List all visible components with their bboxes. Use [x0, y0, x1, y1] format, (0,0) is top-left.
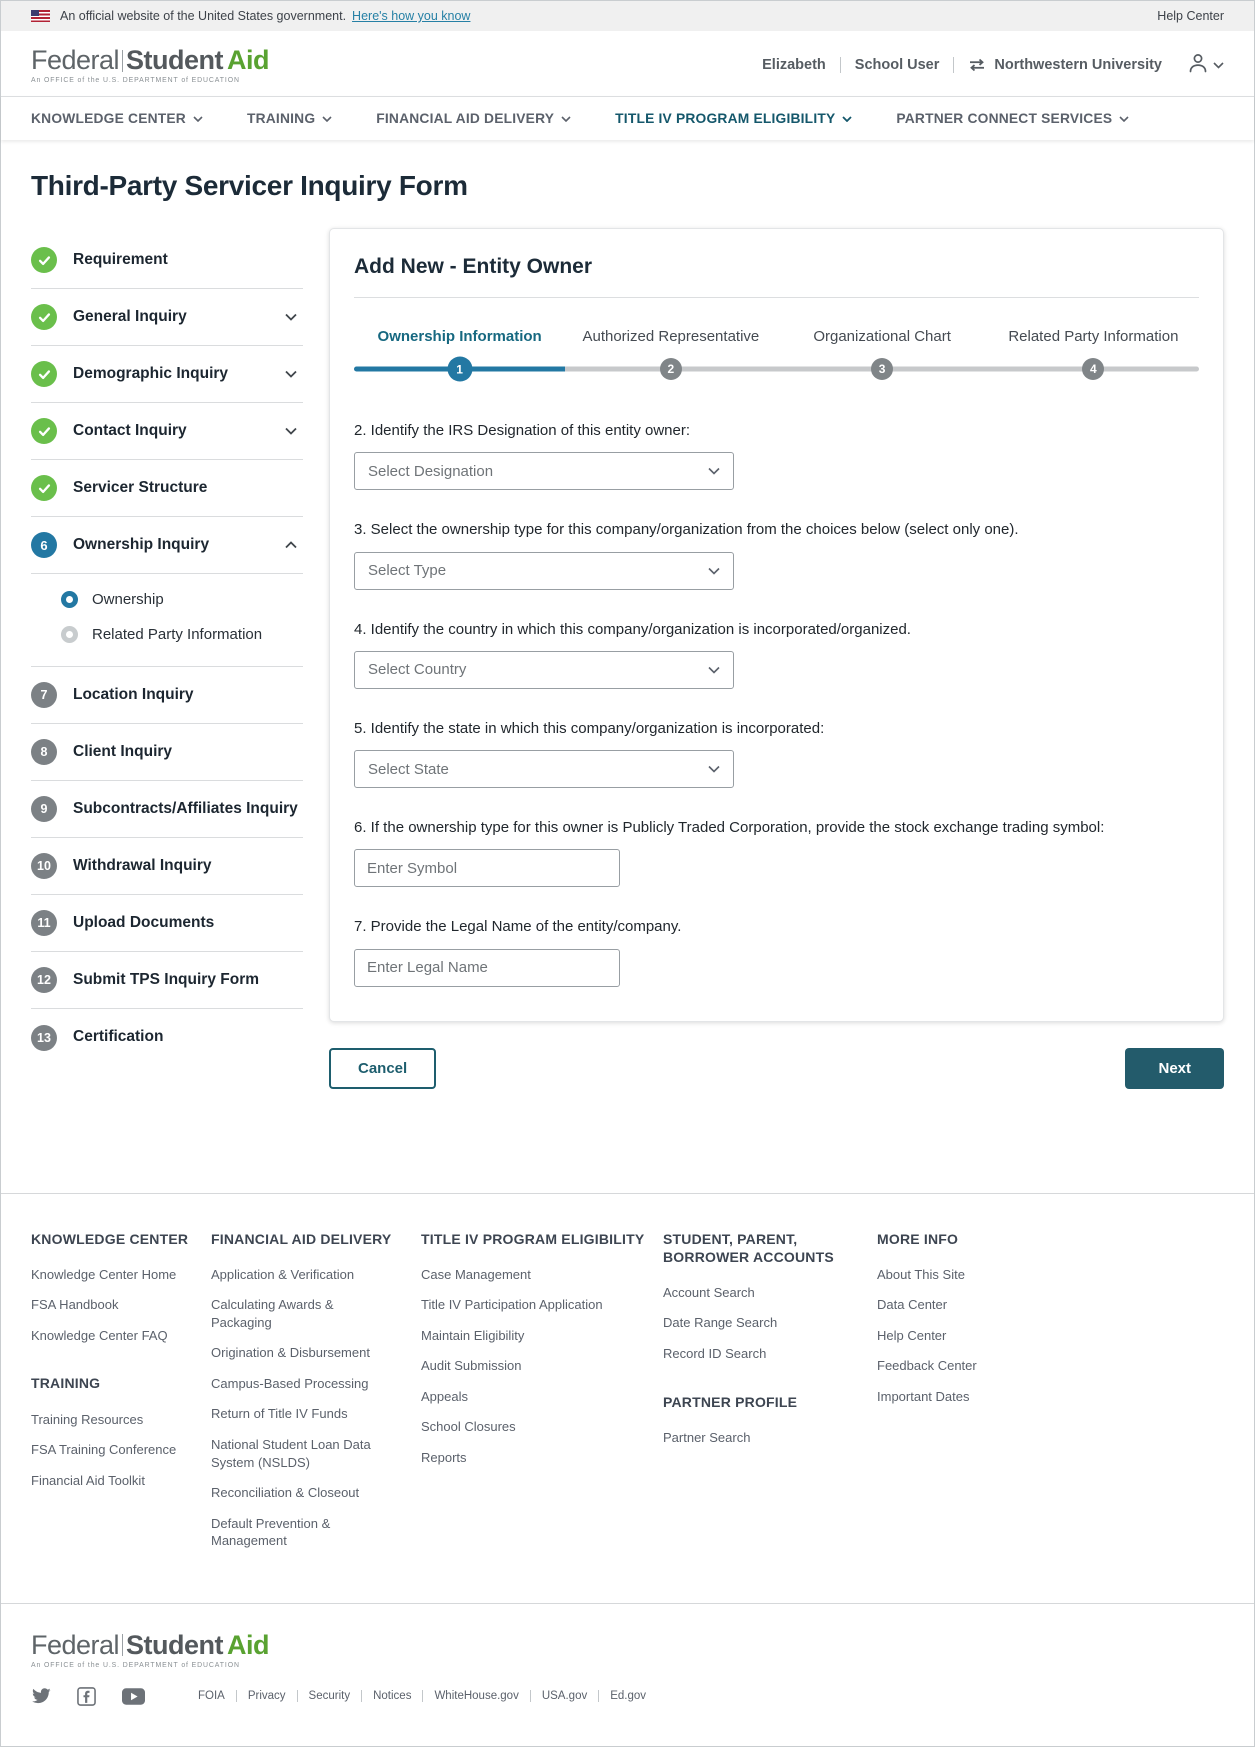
- step-related-party-information[interactable]: [988, 328, 1199, 381]
- sidebar-item-subcontracts-affiliates-inquiry[interactable]: [31, 781, 303, 838]
- footer-link[interactable]: Data Center: [877, 1297, 948, 1313]
- site-footer: [1, 1193, 1254, 1603]
- sidebar-item-general-inquiry[interactable]: [31, 289, 303, 346]
- footer-link[interactable]: Default Prevention & Management: [211, 1515, 331, 1549]
- step-label: Authorized Representative: [582, 328, 760, 345]
- step-ownership-information[interactable]: [354, 328, 565, 381]
- footer-link[interactable]: Campus-Based Processing: [211, 1375, 369, 1391]
- swap-icon: [968, 58, 986, 72]
- step-authorized-representative[interactable]: [565, 328, 776, 381]
- footer-col-financial-aid-delivery: [211, 1230, 421, 1563]
- logo-federal: Federal: [31, 45, 120, 75]
- sidebar-item-submit-tps-inquiry-form[interactable]: [31, 952, 303, 1009]
- footer-link[interactable]: Help Center: [877, 1327, 947, 1343]
- sidebar-item-withdrawal-inquiry[interactable]: [31, 838, 303, 895]
- next-button[interactable]: Next: [1125, 1048, 1224, 1089]
- user-name: Elizabeth: [762, 56, 826, 73]
- question-label: 5. Identify the state in which this company/organization is incorporated:: [354, 719, 825, 737]
- step-number-badge: 13: [31, 1025, 57, 1051]
- subitem-related-party-information[interactable]: [31, 617, 303, 652]
- logo-divider: [122, 1634, 123, 1656]
- footer-link[interactable]: Origination & Disbursement: [211, 1345, 370, 1361]
- sidebar-item-demographic-inquiry[interactable]: [31, 346, 303, 403]
- logo-aid: Aid: [227, 1629, 270, 1660]
- step-dot: 1: [447, 357, 472, 382]
- question-label: 7. Provide the Legal Name of the entity/company.: [354, 918, 682, 936]
- card-title: Add New - Entity Owner: [354, 255, 593, 278]
- header: [1, 31, 1254, 96]
- chevron-down-icon: [708, 467, 720, 475]
- check-icon: [31, 361, 57, 387]
- chevron-down-icon: [842, 116, 852, 122]
- footer-link[interactable]: Application & Verification: [211, 1266, 355, 1282]
- step-dot: 2: [660, 358, 682, 380]
- footer-col-more-info: [877, 1230, 1224, 1563]
- chevron-down-icon: [1119, 116, 1129, 122]
- footer-link[interactable]: Audit Submission: [421, 1358, 522, 1374]
- chevron-down-icon: [708, 765, 720, 773]
- nav-title-iv-program-eligibility[interactable]: [615, 111, 852, 126]
- nav-label: KNOWLEDGE CENTER: [31, 111, 186, 126]
- fsa-logo[interactable]: [31, 45, 269, 84]
- chevron-down-icon: [285, 422, 297, 440]
- nav-financial-aid-delivery[interactable]: [376, 111, 571, 126]
- footer-link[interactable]: About This Site: [877, 1266, 965, 1282]
- subitem-label: Ownership: [92, 591, 164, 608]
- footer-link[interactable]: Important Dates: [877, 1388, 970, 1404]
- nav-knowledge-center[interactable]: [31, 111, 203, 126]
- step-label: Organizational Chart: [813, 328, 951, 345]
- footer-link[interactable]: Account Search: [663, 1284, 755, 1300]
- radio-selected-icon: [61, 591, 78, 608]
- sidebar-item-label: Demographic Inquiry: [73, 364, 229, 382]
- footer-col-knowledge-center: [31, 1230, 211, 1563]
- footer-link[interactable]: Training Resources: [31, 1411, 144, 1427]
- logo-aid: Aid: [227, 45, 270, 75]
- bottom-link[interactable]: USA.gov: [530, 1690, 598, 1702]
- legal-links: [187, 1690, 657, 1702]
- sidebar-item-label: Ownership Inquiry: [73, 535, 210, 553]
- footer-heading: STUDENT, PARENT, BORROWER ACCOUNTS: [663, 1230, 834, 1265]
- subitem-label: Related Party Information: [92, 626, 263, 643]
- page-title: Third-Party Servicer Inquiry Form: [31, 170, 468, 201]
- gov-banner: [1, 1, 1254, 31]
- check-icon: [31, 475, 57, 501]
- state-select[interactable]: [354, 750, 734, 788]
- nav-label: TRAINING: [246, 111, 316, 126]
- logo-federal: Federal: [31, 1629, 120, 1660]
- bottom-link[interactable]: FOIA: [198, 1690, 225, 1703]
- chevron-down-icon: [561, 116, 571, 122]
- footer-heading: PARTNER PROFILE: [663, 1393, 798, 1410]
- step-number-badge: 9: [31, 796, 57, 822]
- sidebar-item-label: Location Inquiry: [73, 685, 194, 703]
- fsa-logo-footer: [31, 1630, 1224, 1669]
- select-placeholder: Select State: [368, 760, 449, 778]
- chevron-down-icon: [193, 116, 203, 122]
- footer-link[interactable]: Knowledge Center FAQ: [31, 1327, 168, 1343]
- footer-heading: TITLE IV PROGRAM ELIGIBILITY: [421, 1230, 645, 1247]
- footer-link[interactable]: FSA Handbook: [31, 1297, 119, 1313]
- step-number-badge: 8: [31, 739, 57, 765]
- footer-col-student-accounts: [663, 1230, 877, 1563]
- step-label: Ownership Information: [377, 328, 542, 345]
- irs-designation-select[interactable]: [354, 452, 734, 490]
- sidebar-item-ownership-inquiry[interactable]: [31, 517, 303, 574]
- sidebar-item-label: Requirement: [73, 250, 168, 268]
- sidebar-item-servicer-structure[interactable]: [31, 460, 303, 517]
- sidebar-item-label: Client Inquiry: [73, 742, 173, 760]
- sidebar-item-label: Servicer Structure: [73, 478, 208, 496]
- nav-label: PARTNER CONNECT SERVICES: [896, 111, 1113, 126]
- bottom-bar: [1, 1603, 1254, 1746]
- footer-heading: KNOWLEDGE CENTER: [31, 1230, 189, 1247]
- org-name: Northwestern University: [994, 56, 1162, 73]
- logo-tagline: An OFFICE of the U.S. DEPARTMENT of EDUCATION: [31, 77, 240, 84]
- step-organizational-chart[interactable]: [777, 328, 988, 381]
- footer-link[interactable]: Return of Title IV Funds: [211, 1406, 348, 1422]
- footer-col-title-iv: [421, 1230, 663, 1563]
- step-dot: 4: [1082, 358, 1104, 380]
- sidebar-item-contact-inquiry[interactable]: [31, 403, 303, 460]
- nav-training[interactable]: [247, 111, 332, 126]
- legal-name-input[interactable]: [354, 949, 620, 987]
- primary-nav: [1, 96, 1254, 140]
- select-placeholder: Select Designation: [368, 462, 494, 480]
- step-number-badge: 10: [31, 853, 57, 879]
- card-divider: [354, 297, 1199, 298]
- account-chevron-down-icon: [1213, 57, 1224, 73]
- cancel-button[interactable]: Cancel: [329, 1048, 436, 1089]
- step-number-badge: 6: [31, 532, 57, 558]
- sidebar-item-label: Upload Documents: [73, 913, 215, 931]
- nav-label: TITLE IV PROGRAM ELIGIBILITY: [615, 111, 836, 126]
- footer-link[interactable]: Partner Search: [663, 1429, 751, 1445]
- footer-link[interactable]: Calculating Awards & Packaging: [211, 1297, 334, 1330]
- footer-heading: MORE INFO: [877, 1230, 959, 1247]
- select-placeholder: Select Country: [368, 661, 467, 679]
- logo-student: Student: [126, 1629, 224, 1660]
- ownership-type-select[interactable]: [354, 552, 734, 590]
- footer-link[interactable]: Knowledge Center Home: [31, 1266, 177, 1282]
- user-role: School User: [840, 57, 954, 73]
- chevron-up-icon: [285, 536, 297, 554]
- footer-link[interactable]: Reports: [421, 1449, 467, 1465]
- chevron-down-icon: [285, 308, 297, 326]
- how-you-know-link[interactable]: Here's how you know: [352, 9, 471, 23]
- logo-divider: [122, 50, 123, 72]
- sidebar-item-label: General Inquiry: [73, 307, 187, 325]
- step-label: Related Party Information: [1008, 328, 1179, 345]
- question-label: 2. Identify the IRS Designation of this entity owner:: [354, 422, 691, 439]
- footer-link[interactable]: Case Management: [421, 1266, 531, 1282]
- nav-partner-connect-services[interactable]: [896, 111, 1129, 126]
- bottom-link[interactable]: Ed.gov: [598, 1690, 657, 1702]
- sidebar-item-upload-documents[interactable]: [31, 895, 303, 952]
- sidebar-item-label: Contact Inquiry: [73, 421, 187, 439]
- account-menu[interactable]: [1186, 51, 1224, 79]
- footer-link[interactable]: School Closures: [421, 1419, 516, 1435]
- footer-link[interactable]: Date Range Search: [663, 1315, 778, 1331]
- person-icon: [1186, 51, 1210, 79]
- footer-link[interactable]: Record ID Search: [663, 1345, 767, 1361]
- chevron-down-icon: [322, 116, 332, 122]
- bottom-link[interactable]: Security: [297, 1690, 362, 1702]
- check-icon: [31, 247, 57, 273]
- check-icon: [31, 304, 57, 330]
- form-steps-sidebar: [31, 228, 303, 1066]
- question-label: 3. Select the ownership type for this company/organization from the choices below (select only one).: [354, 521, 1019, 539]
- footer-link[interactable]: FSA Training Conference: [31, 1442, 177, 1458]
- logo-tagline: An OFFICE of the U.S. DEPARTMENT of EDUCATION: [31, 1661, 240, 1669]
- bottom-link[interactable]: Privacy: [236, 1690, 297, 1702]
- logo-student: Student: [126, 45, 224, 75]
- wizard-stepper: [354, 328, 1199, 381]
- footer-heading: TRAINING: [31, 1375, 101, 1392]
- country-select[interactable]: [354, 651, 734, 689]
- question-label: 4. Identify the country in which this company/organization is incorporated/organized.: [354, 620, 911, 638]
- ownership-inquiry-subitems: [31, 574, 303, 667]
- select-placeholder: Select Type: [368, 562, 447, 579]
- question-label: 6. If the ownership type for this owner is Publicly Traded Corporation, provide the stock exchange trading symbol:: [354, 819, 1105, 836]
- bottom-link[interactable]: WhiteHouse.gov: [422, 1690, 529, 1702]
- sidebar-item-label: Subcontracts/Affiliates Inquiry: [73, 799, 298, 817]
- footer-link[interactable]: Title IV Participation Application: [421, 1297, 603, 1313]
- gov-banner-text: An official website of the United States government.: [60, 9, 347, 23]
- sidebar-item-client-inquiry[interactable]: [31, 724, 303, 781]
- sidebar-item-label: Certification: [73, 1028, 164, 1046]
- nav-label: FINANCIAL AID DELIVERY: [376, 111, 555, 126]
- footer-link[interactable]: National Student Loan Data System (NSLDS): [211, 1436, 371, 1470]
- sidebar-item-location-inquiry[interactable]: [31, 667, 303, 724]
- stock-symbol-input[interactable]: [354, 849, 620, 887]
- footer-link[interactable]: Financial Aid Toolkit: [31, 1472, 145, 1488]
- chevron-down-icon: [285, 365, 297, 383]
- chevron-down-icon: [708, 567, 720, 575]
- bottom-link[interactable]: Notices: [361, 1690, 422, 1702]
- step-dot: 3: [871, 358, 893, 380]
- sidebar-item-requirement[interactable]: [31, 232, 303, 289]
- footer-link[interactable]: Maintain Eligibility: [421, 1327, 525, 1343]
- twitter-icon[interactable]: [31, 1688, 51, 1705]
- check-icon: [31, 418, 57, 444]
- step-number-badge: 12: [31, 967, 57, 993]
- footer-heading: FINANCIAL AID DELIVERY: [211, 1230, 392, 1247]
- step-number-badge: 11: [31, 910, 57, 936]
- sidebar-item-label: Submit TPS Inquiry Form: [73, 970, 260, 988]
- footer-link[interactable]: Reconciliation & Closeout: [211, 1485, 360, 1501]
- user-area: [748, 51, 1224, 79]
- add-new-entity-owner-card: [329, 228, 1224, 1022]
- subitem-ownership[interactable]: [31, 582, 303, 617]
- help-center-link[interactable]: Help Center: [1157, 9, 1224, 23]
- footer-link[interactable]: Feedback Center: [877, 1358, 977, 1374]
- us-flag-icon: [31, 10, 50, 22]
- radio-unselected-icon: [61, 626, 78, 643]
- youtube-icon[interactable]: [122, 1688, 145, 1705]
- sidebar-item-label: Withdrawal Inquiry: [73, 856, 212, 874]
- chevron-down-icon: [708, 666, 720, 674]
- facebook-icon[interactable]: [77, 1687, 96, 1706]
- sidebar-item-certification[interactable]: [31, 1009, 303, 1066]
- org-switcher[interactable]: [953, 57, 1176, 73]
- footer-link[interactable]: Appeals: [421, 1388, 468, 1404]
- step-number-badge: 7: [31, 682, 57, 708]
